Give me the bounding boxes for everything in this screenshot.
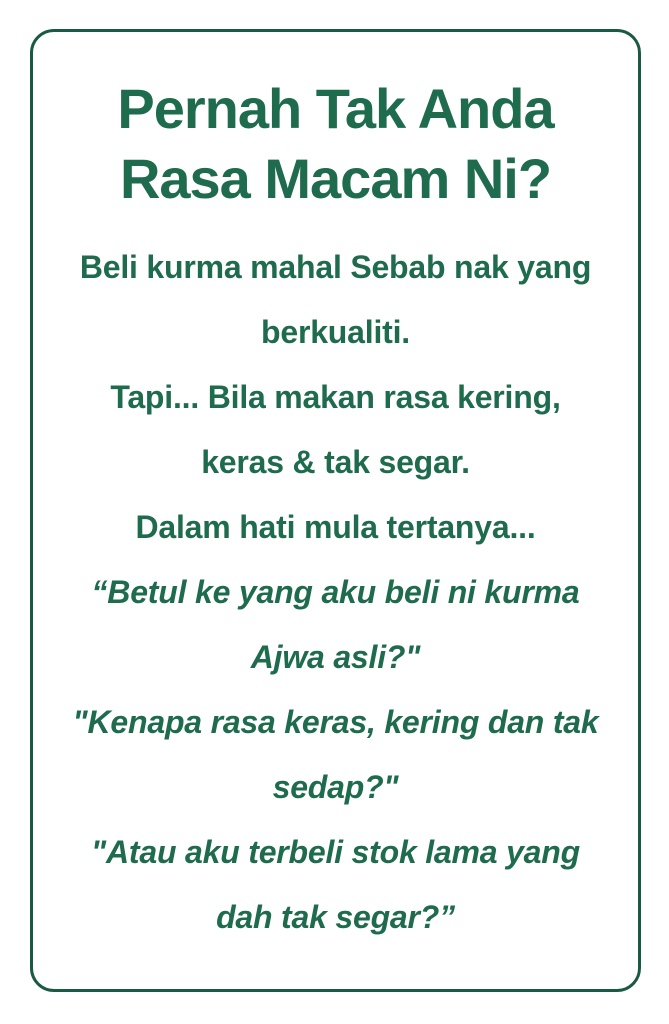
text-line: Dalam hati mula tertanya... [135,509,536,545]
text-line: "Kenapa rasa keras, kering dan tak [72,704,599,740]
text-line: Ajwa asli?" [250,639,421,675]
text-line: dah tak segar?” [216,899,455,935]
text-line: Tapi... Bila makan rasa kering, [110,379,561,415]
text-line: sedap?" [272,769,399,805]
text-line: Beli kurma mahal Sebab nak yang [79,249,592,285]
title-line-1: Pernah Tak Anda [117,77,554,140]
text-line: keras & tak segar. [201,444,470,480]
text-line: berkualiti. [261,314,410,350]
question-card [30,29,641,992]
text-line: "Atau aku terbeli stok lama yang [91,834,580,870]
body-text [33,235,638,950]
title-line-2: Rasa Macam Ni? [119,147,552,210]
text-line: “Betul ke yang aku beli ni kurma [91,574,580,610]
page-title [33,74,638,214]
